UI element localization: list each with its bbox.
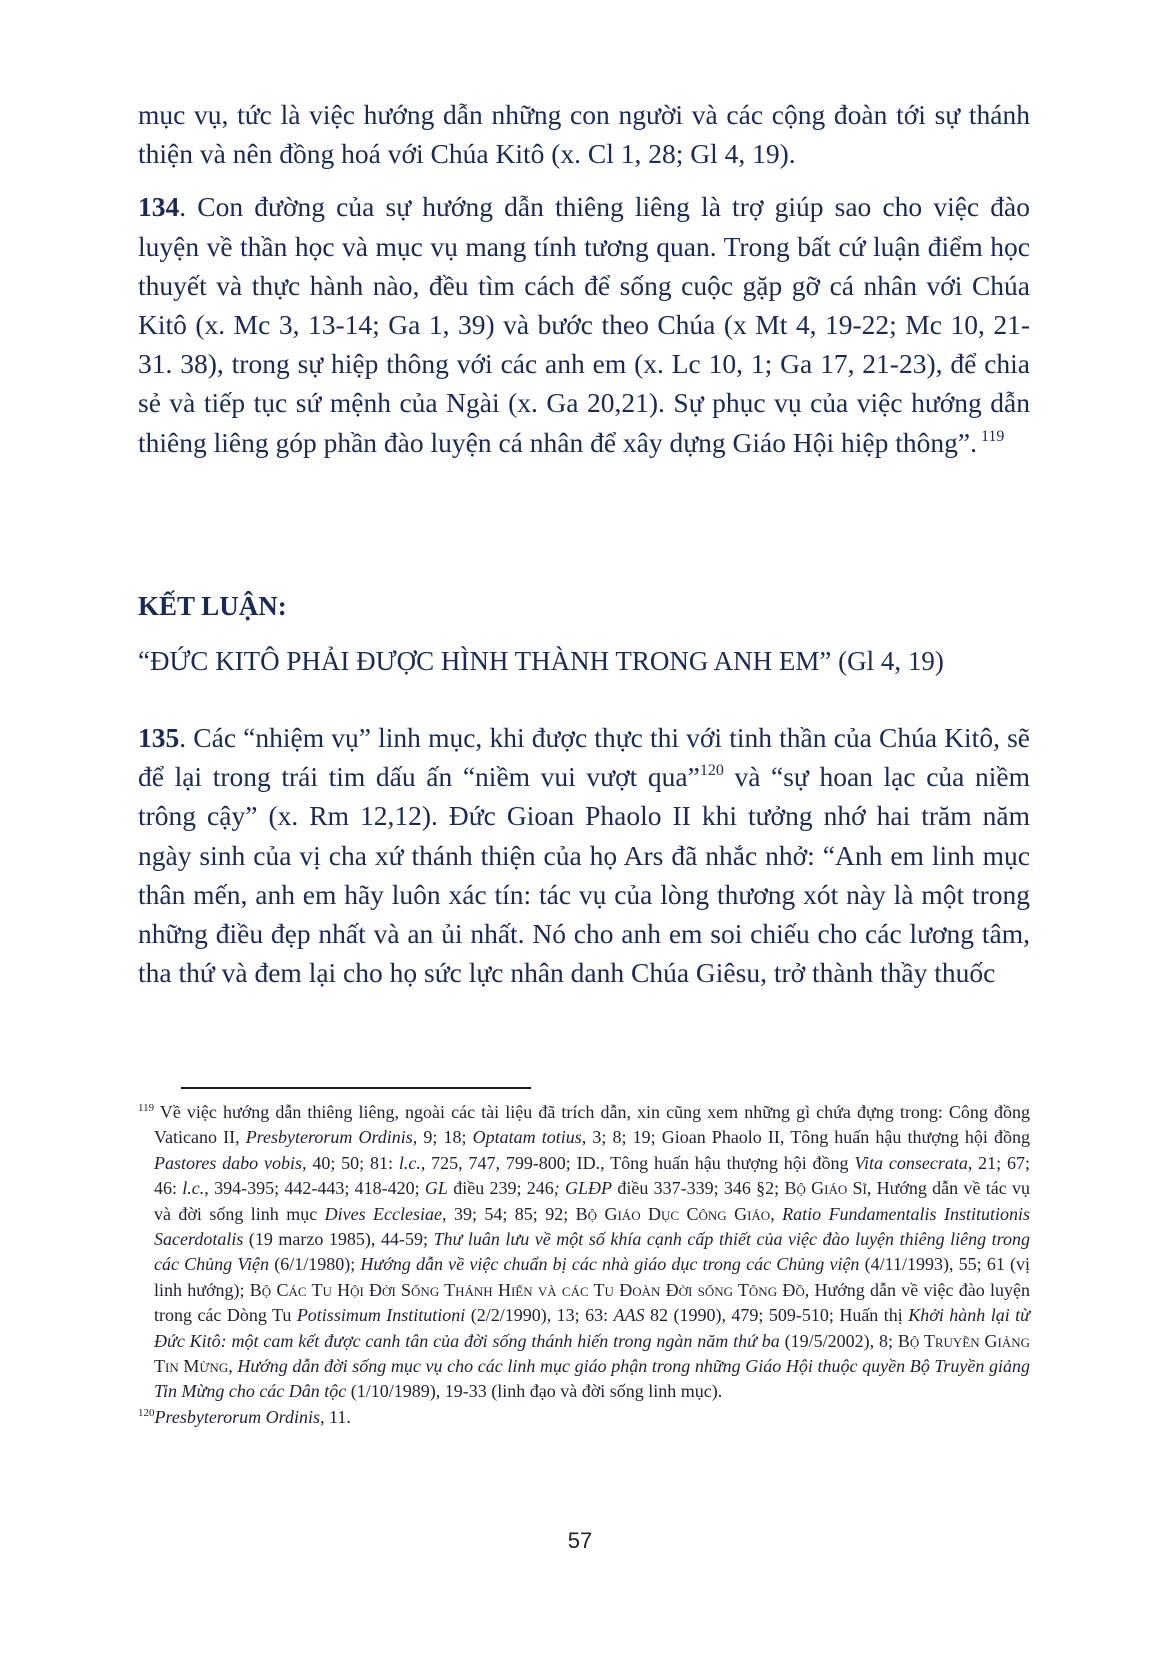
footnote-119 bbox=[138, 1100, 1030, 1405]
footnote-text-segment: , 39; 54; 85; 92; bbox=[442, 1203, 576, 1224]
footnote-text-segment: , Hướng dẫn về việc đào luyện trong các Dòng Tu bbox=[154, 1279, 1030, 1326]
footnote-number: 119 bbox=[138, 1102, 155, 1114]
footnote-text-segment: , Hướng dẫn về tác vụ và đời sống linh mục bbox=[154, 1178, 1030, 1224]
footnote-text-segment: Về việc hướng dẫn thiêng liêng, ngoài các tài liệu đã trích dẫn, xin cũng xem những gì chứa đựng trong: Công đồng Vaticano II, bbox=[154, 1102, 1030, 1148]
footnote-text-segment: 9; 18; bbox=[417, 1127, 473, 1148]
footnote-italic-segment: Presbyterorum Ordinis, bbox=[245, 1127, 418, 1148]
footnote-body bbox=[154, 1102, 1030, 1401]
footnote-title: Presbyterorum Ordinis bbox=[154, 1406, 320, 1427]
footnote-italic-segment: l.c. bbox=[398, 1152, 421, 1173]
footnote-120 bbox=[138, 1405, 1030, 1430]
paragraph-number: 135 bbox=[138, 722, 180, 753]
footnote-text-segment: (2/2/1990), 13; 63: bbox=[465, 1305, 614, 1326]
footnote-ref-119[interactable]: 119 bbox=[980, 427, 1005, 445]
footnote-text-segment: điều 239; 246 bbox=[447, 1178, 554, 1199]
footnote-smallcaps-segment: Bộ Các Tu Hội Đời Sống Thánh Hiến và các Tu Đoàn Đời sống Tông Đồ bbox=[249, 1279, 805, 1300]
footnote-text-segment: 82 (1990), 479; 509-510; Huấn thị bbox=[644, 1305, 909, 1326]
footnote-text-segment: (6/1/1980); bbox=[269, 1254, 361, 1275]
footnote-italic-segment: GL bbox=[424, 1178, 448, 1199]
paragraph-continuation: mục vụ, tức là việc hướng dẫn những con người và các cộng đoàn tới sự thánh thiện và nên đồng hoá với Chúa Kitô (x. Cl 1, 28; Gl 4, 19). bbox=[138, 99, 1030, 170]
footnote-italic-segment: Optatam totius bbox=[472, 1127, 582, 1148]
footnote-italic-segment: Khởi hành lại từ Đức Kitô: một cam kết được canh tân của đời sống thánh hiến trong ngàn năm thứ ba bbox=[154, 1305, 1031, 1351]
footnote-number: 120 bbox=[138, 1406, 155, 1419]
footnote-text-segment: điều 337-339; 346 §2; bbox=[612, 1178, 785, 1199]
footnote-text-segment: , bbox=[228, 1356, 238, 1377]
page-number: 57 bbox=[567, 1528, 593, 1553]
footnote-text-segment: (1/10/1989), 19-33 (linh đạo và đời sống linh mục). bbox=[346, 1381, 723, 1402]
paragraph-135 bbox=[138, 718, 1030, 992]
footnote-italic-segment: Potissimum Institutioni bbox=[296, 1305, 466, 1326]
footnote-italic-segment: Hướng dẫn về việc chuẩn bị các nhà giáo dục trong các Chủng viện bbox=[360, 1254, 860, 1275]
footnote-text-segment: , bbox=[770, 1203, 783, 1224]
footnote-italic-segment: Ratio Fundamentalis Institutionis Sacerdotalis bbox=[154, 1203, 1030, 1250]
footnote-italic-segment: l.c. bbox=[182, 1178, 205, 1199]
main-text-top bbox=[138, 95, 1030, 462]
footnotes bbox=[138, 1100, 1030, 1430]
section-heading: KẾT LUẬN: bbox=[138, 591, 287, 621]
footnote-italic-segment: ; GLĐP bbox=[553, 1178, 613, 1199]
footnote-text-segment: (19 marzo 1985), 44-59; bbox=[243, 1229, 434, 1250]
paragraph-text: . Các “nhiệm vụ” linh mục, khi được thực thi với tinh thần của Chúa Kitô, sẽ để lại trong trái tim dấu ấn “niềm vui vượt qua” bbox=[138, 722, 1030, 793]
footnote-italic-segment: Hướng dẫn đời sống mục vụ cho các linh mục giáo phận trong những Giáo Hội thuộc quyền Bộ Truyền giảng Tin Mừng cho các Dân tộc bbox=[154, 1356, 1031, 1402]
footnote-ref-120[interactable]: 120 bbox=[699, 762, 724, 780]
footnote-separator bbox=[181, 1087, 531, 1089]
footnote-text-segment: , 725, 747, 799-800; ID., Tông huấn hậu thượng hội đồng bbox=[420, 1152, 855, 1173]
section-subheading: “ĐỨC KITÔ PHẢI ĐƯỢC HÌNH THÀNH TRONG ANH EM” (Gl 4, 19) bbox=[138, 646, 944, 676]
footnote-italic-segment: Thư luân lưu về một số khía cạnh cấp thiết của việc đào luyện thiêng liêng trong các Chủng Viện bbox=[154, 1229, 1030, 1275]
footnote-italic-segment: Pastores dabo vobis, bbox=[154, 1152, 307, 1173]
footnote-text-segment: (19/5/2002), 8; bbox=[779, 1330, 898, 1351]
footnote-text-segment: , 394-395; 442-443; 418-420; bbox=[204, 1178, 425, 1199]
paragraph-134 bbox=[138, 187, 1030, 461]
main-text-bottom bbox=[138, 718, 1030, 992]
footnote-text-segment: (4/11/1993), 55; 61 (vị linh hướng); bbox=[154, 1254, 1030, 1300]
footnote-smallcaps-segment: Bộ Giáo Dục Công Giáo bbox=[575, 1203, 771, 1224]
paragraph-text-cont: và “sự hoan lạc của niềm trông cậy” (x. Rm 12,12). Đức Gioan Phaolo II khi tưởng nhớ hai trăm năm ngày sinh của vị cha xứ thánh thiện của họ Ars đã nhắc nhở: “Anh em linh mục thân mến, anh em hãy luôn xác tín: tác vụ của lòng thương xót này là một trong những điều đẹp nhất và an ủi nhất. Nó cho anh em soi chiếu cho các lương tâm, tha thứ và đem lại cho họ sức lực nhân danh Chúa Giêsu, trở thành thầy thuốc bbox=[138, 761, 1030, 989]
footnote-smallcaps-segment: Bộ Giáo Sĩ bbox=[784, 1178, 867, 1199]
paragraph-number: 134 bbox=[138, 191, 180, 223]
footnote-text-segment: , 21; 67; 46: bbox=[154, 1152, 1030, 1199]
paragraph-text: . Con đường của sự hướng dẫn thiêng liêng là trợ giúp sao cho việc đào luyện về thần học và mục vụ mang tính tương quan. Trong bất cứ luận điểm học thuyết và thực hành nào, đều tìm cách để sống cuộc gặp gỡ cá nhân với Chúa Kitô (x. Mc 3, 13-14; Ga 1, 39) và bước theo Chúa (x Mt 4, 19-22; Mc 10, 21-31. 38), trong sự hiệp thông với các anh em (x. Lc 10, 1; Ga 17, 21-23), để chia sẻ và tiếp tục sứ mệnh của Ngài (x. Ga 20,21). Sự phục vụ của việc hướng dẫn thiêng liêng góp phần đào luyện cá nhân để xây dựng Giáo Hội hiệp thông”. bbox=[138, 191, 1030, 458]
footnote-rest: , 11. bbox=[320, 1406, 351, 1427]
footnote-italic-segment: AAS bbox=[613, 1305, 645, 1326]
footnote-text-segment: , 3; 8; 19; Gioan Phaolo II, Tông huấn hậu thượng hội đồng bbox=[581, 1127, 1030, 1148]
footnote-italic-segment: Dives Ecclesiae bbox=[324, 1203, 443, 1224]
footnote-smallcaps-segment: Bộ Truyền Giảng Tin Mừng bbox=[154, 1330, 1030, 1377]
footnote-italic-segment: Vita consecrata bbox=[854, 1152, 968, 1173]
footnote-text-segment: 40; 50; 81: bbox=[306, 1152, 399, 1173]
